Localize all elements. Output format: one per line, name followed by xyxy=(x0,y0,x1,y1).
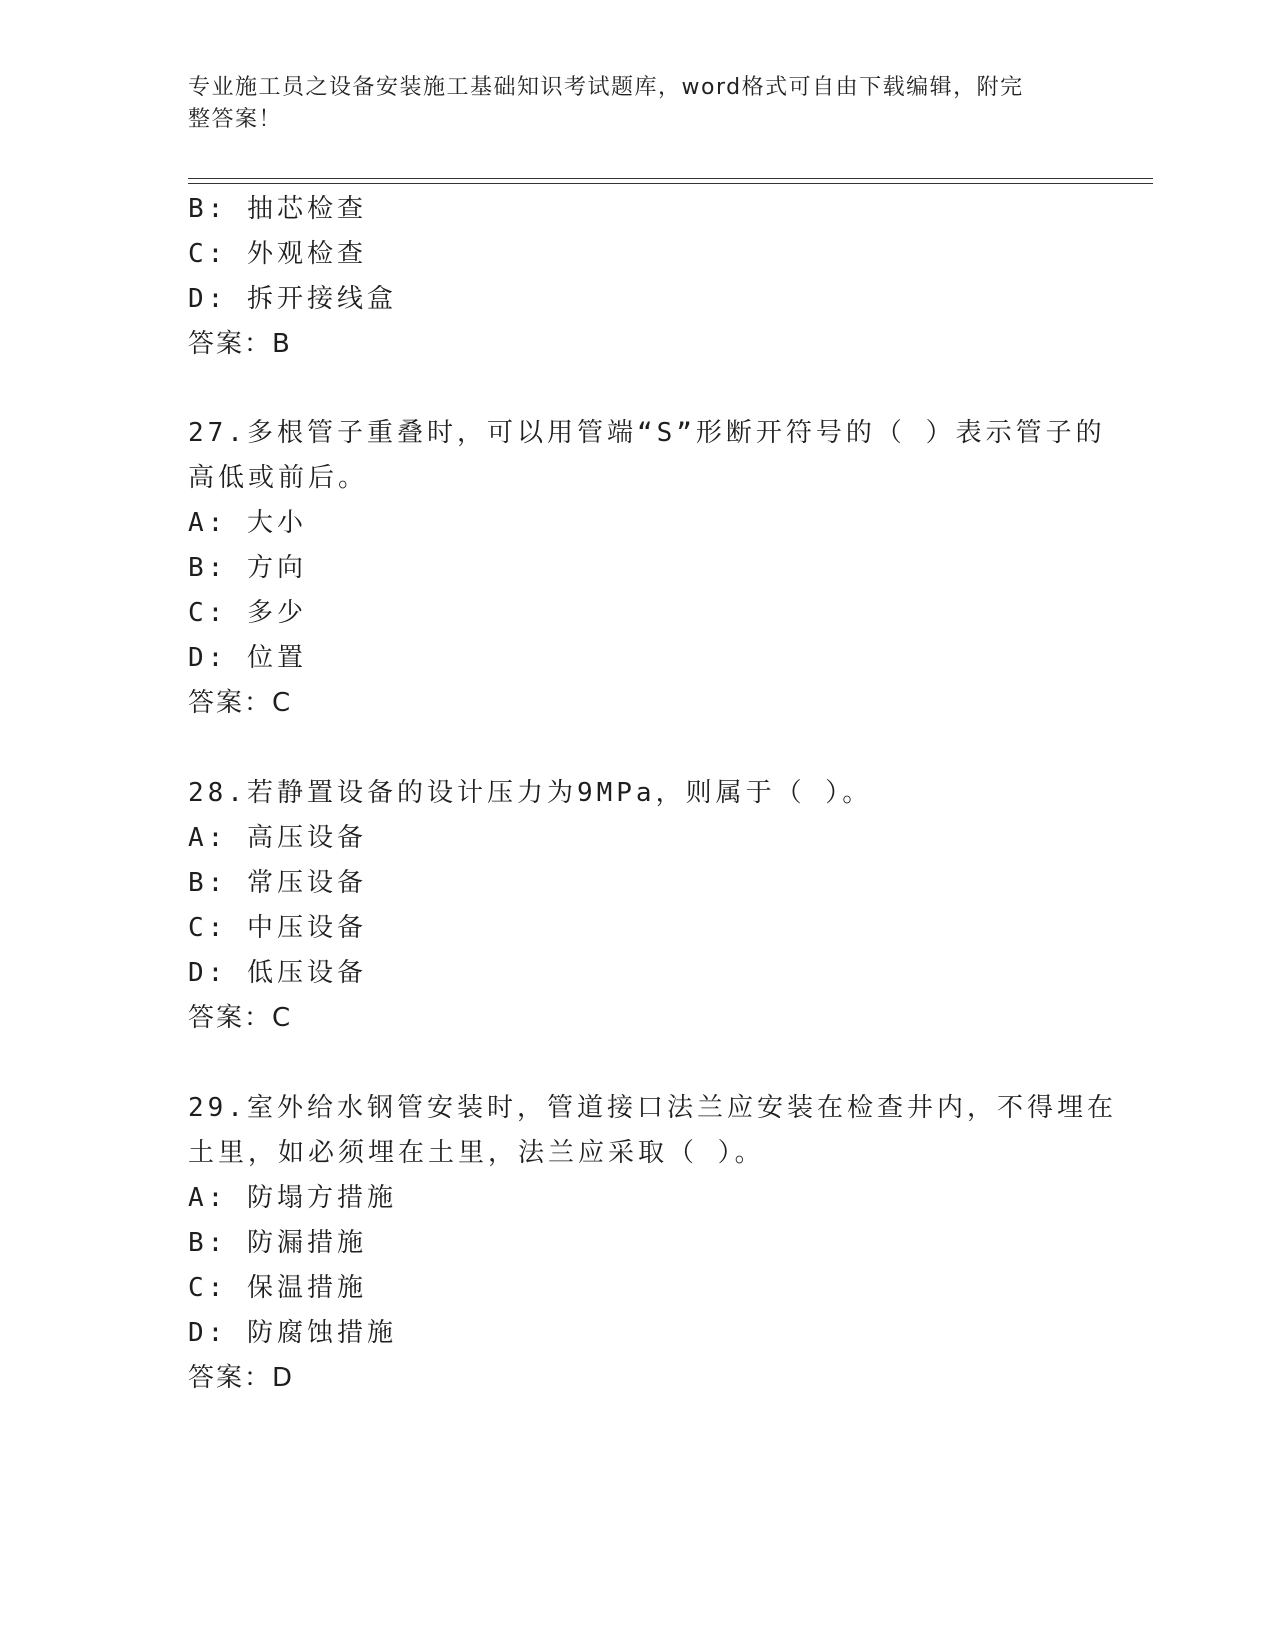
question-28-text: 28.若静置设备的设计压力为9MPa，则属于（ ）。 xyxy=(188,778,873,808)
question-27-option-b: B: 方向 xyxy=(188,553,307,583)
question-28-option-a: A: 高压设备 xyxy=(188,823,367,853)
header-line-1: 专业施工员之设备安装施工基础知识考试题库，word格式可自由下载编辑，附完 xyxy=(188,75,1024,100)
question-28-option-c: C: 中压设备 xyxy=(188,913,367,943)
question-29-option-b: B: 防漏措施 xyxy=(188,1228,367,1258)
question-28-answer: 答案：C xyxy=(188,1003,293,1033)
question-29-option-d: D: 防腐蚀措施 xyxy=(188,1318,397,1348)
document-header xyxy=(188,72,1068,136)
question-27-option-d: D: 位置 xyxy=(188,643,307,673)
question-27-option-c: C: 多少 xyxy=(188,598,307,628)
question-27-option-a: A: 大小 xyxy=(188,508,307,538)
question-29-text-line-2: 土里，如必须埋在土里，法兰应采取（ ）。 xyxy=(188,1138,765,1168)
answer: 答案：B xyxy=(188,329,292,359)
option-d: D: 拆开接线盒 xyxy=(188,284,397,314)
header-line-2: 整答案！ xyxy=(188,107,283,132)
header-divider-bottom xyxy=(188,183,1153,184)
question-27-text-line-1: 27.多根管子重叠时，可以用管端“S”形断开符号的（ ）表示管子的 xyxy=(188,418,1106,448)
option-c: C: 外观检查 xyxy=(188,239,367,269)
question-27-answer: 答案：C xyxy=(188,688,293,718)
question-27-text-line-2: 高低或前后。 xyxy=(188,463,369,493)
question-29-text-line-1: 29.室外给水钢管安装时，管道接口法兰应安装在检查井内，不得埋在 xyxy=(188,1093,1117,1123)
question-28-option-d: D: 低压设备 xyxy=(188,958,367,988)
question-29-option-a: A: 防塌方措施 xyxy=(188,1183,397,1213)
question-29-answer: 答案：D xyxy=(188,1363,295,1393)
header-divider-top xyxy=(188,178,1153,179)
question-29-option-c: C: 保温措施 xyxy=(188,1273,367,1303)
question-28-option-b: B: 常压设备 xyxy=(188,868,367,898)
option-b: B: 抽芯检查 xyxy=(188,194,367,224)
